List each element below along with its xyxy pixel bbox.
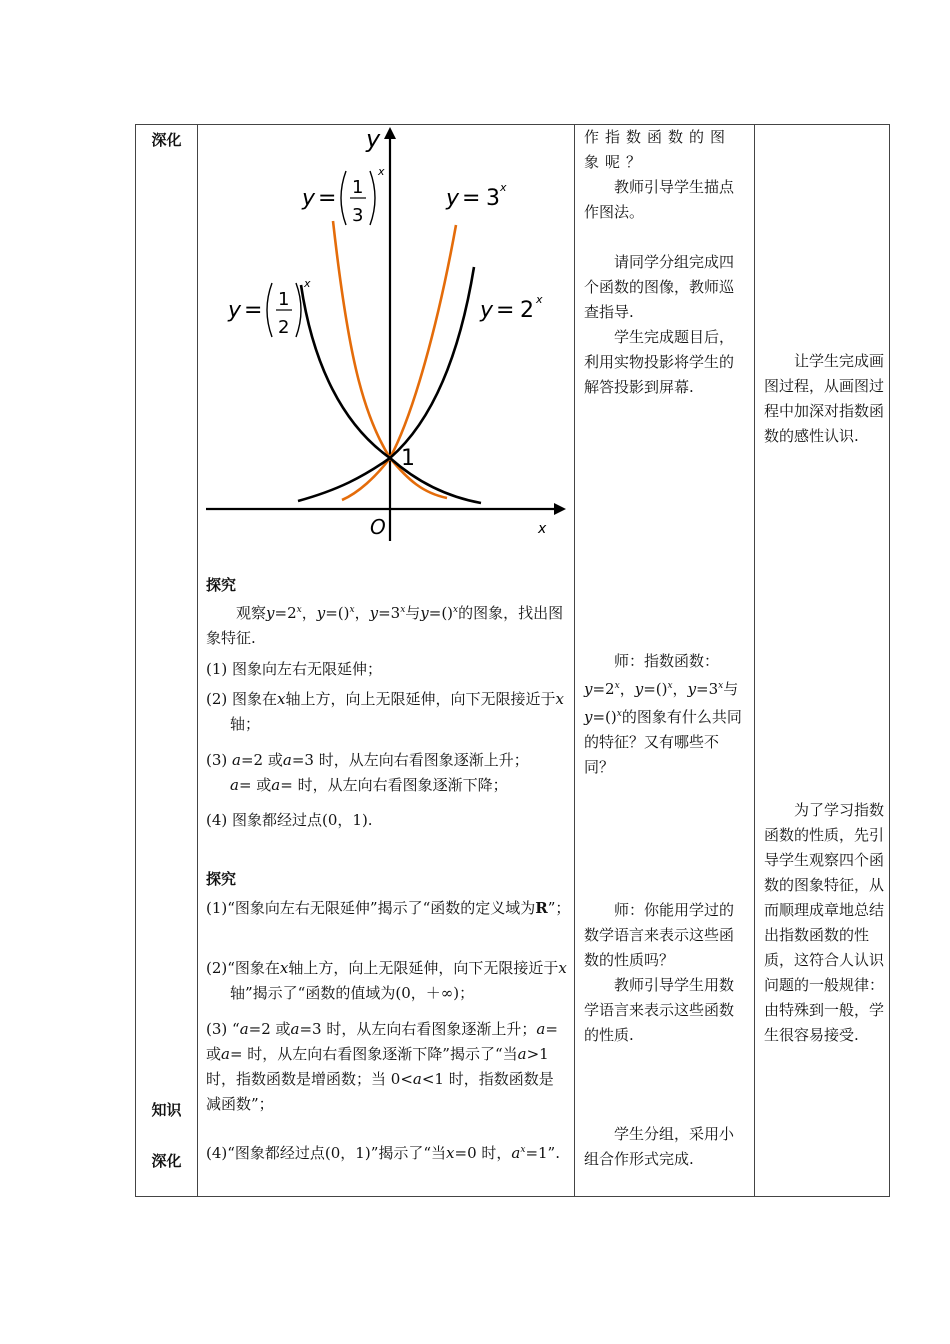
y-axis-label: y (366, 125, 381, 153)
section-label-bottom-1: 知识 (151, 1101, 182, 1119)
label-third-den: 3 (352, 205, 364, 226)
label-third-y: y (302, 186, 316, 211)
explore-1-item-3: (3) a=2 或a=3 时，从左向右看图象逐渐上升； a= 或a= 时，从左向右看图象逐渐下降； (206, 751, 529, 794)
column-divider (574, 125, 575, 1196)
label-half-y: y (228, 298, 242, 323)
label-3x-exp: x (500, 181, 507, 194)
activity-p1: 作指数函数的图象呢？ (584, 128, 732, 171)
explore-2-item-4: (4)“图象都经过点(0，1)”揭示了“当x=0 时，$a^x=1$”. (206, 1144, 560, 1162)
explore-1-item-2: (2) 图象在x轴上方，向上无限延伸，向下无限接近于x轴； (206, 690, 564, 733)
lesson-table (135, 124, 890, 1197)
explore-1-item-4: (4) 图象都经过点(0，1). (206, 811, 373, 829)
label-half-num: 1 (278, 289, 290, 310)
label-2x-eq: = (496, 298, 515, 323)
label-half-exp: x (304, 277, 311, 290)
section-label-bottom-2: 深化 (151, 1152, 182, 1170)
label-2x-y: y (480, 298, 494, 323)
column-divider (754, 125, 755, 1196)
label-third-num: 1 (352, 177, 364, 198)
curve-two-pow-x (298, 267, 474, 501)
label-half-den: 2 (278, 317, 290, 338)
activity-p5: 师：指数函数： $y=2^x$，y=()$^x$，$y=3^x$与y=()$^x$的图象有什么共同的特征？又有哪些不同？ (584, 652, 742, 776)
explore-2-item-3: (3) “a=2 或a=3 时，从左向右看图象逐渐上升；a= 或a= 时，从左向右看图象逐渐下降”揭示了“当a>1 时，指数函数是增函数；当 0<a<1 时，指数函数是减函数”； (206, 1020, 558, 1113)
x-axis-arrow (554, 503, 566, 515)
intent-p1: 让学生完成画图过程，从画图过程中加深对指数函数的感性认识. (764, 352, 885, 445)
label-third-paren-right (370, 171, 375, 225)
activity-column (576, 125, 754, 1196)
label-third-eq: = (318, 186, 337, 211)
label-3x-base: 3 (486, 186, 500, 211)
activity-p7: 教师引导学生用数学语言来表示这些函数的性质. (584, 976, 735, 1044)
section-label-column (136, 125, 197, 1196)
curve-three-pow-x (342, 225, 456, 500)
x-axis-label: x (538, 521, 547, 537)
label-third-paren-left (341, 171, 346, 225)
content-column (198, 125, 574, 1196)
y-axis-arrow (384, 127, 396, 139)
explore-2-item-2: (2)“图象在x轴上方，向上无限延伸，向下无限接近于x轴”揭示了“函数的值域为(0，＋∞)； (206, 959, 567, 1002)
explore-2-item-1: (1)“图象向左右无限延伸”揭示了“函数的定义域为R”； (206, 899, 571, 917)
label-half-paren-right (296, 283, 301, 337)
intent-p2: 为了学习指数函数的性质，先引导学生观察四个函数的图象特征，从而顺理成章地总结出指数函数的性质，这符合人认识问题的一般规律：由特殊到一般，学生很容易接受. (764, 801, 885, 1044)
label-3x-eq: = (462, 186, 481, 211)
activity-p2: 教师引导学生描点作图法。 (584, 178, 735, 221)
explore-1-item-1: (1) 图象向左右无限延伸； (206, 660, 383, 678)
activity-p8: 学生分组，采用小组合作形式完成. (584, 1125, 735, 1168)
label-2x-base: 2 (520, 298, 534, 323)
label-half-paren-left (267, 283, 272, 337)
exponential-graph (198, 125, 574, 555)
activity-p6: 师：你能用学过的数学语言来表示这些函数的性质吗？ (584, 901, 735, 969)
intent-column (756, 125, 890, 1196)
section-label-top: 深化 (151, 131, 182, 149)
explore-2-title: 探究 (206, 870, 237, 888)
activity-p4: 学生完成题目后，利用实物投影将学生的解答投影到屏幕. (584, 328, 735, 396)
intercept-label: 1 (401, 446, 415, 471)
label-3x-y: y (446, 186, 460, 211)
origin-label: O (370, 515, 386, 539)
label-2x-exp: x (536, 293, 543, 306)
explore-1-title: 探究 (206, 576, 237, 594)
activity-p3: 请同学分组完成四个函数的图像，教师巡查指导. (584, 253, 735, 321)
explore-1-intro: 观察$y=2^x$，y=()$^x$，$y=3^x$与y=()$^x$的图象，找出图象特征. (206, 604, 564, 647)
label-half-eq: = (244, 298, 263, 323)
label-third-exp: x (378, 165, 385, 178)
